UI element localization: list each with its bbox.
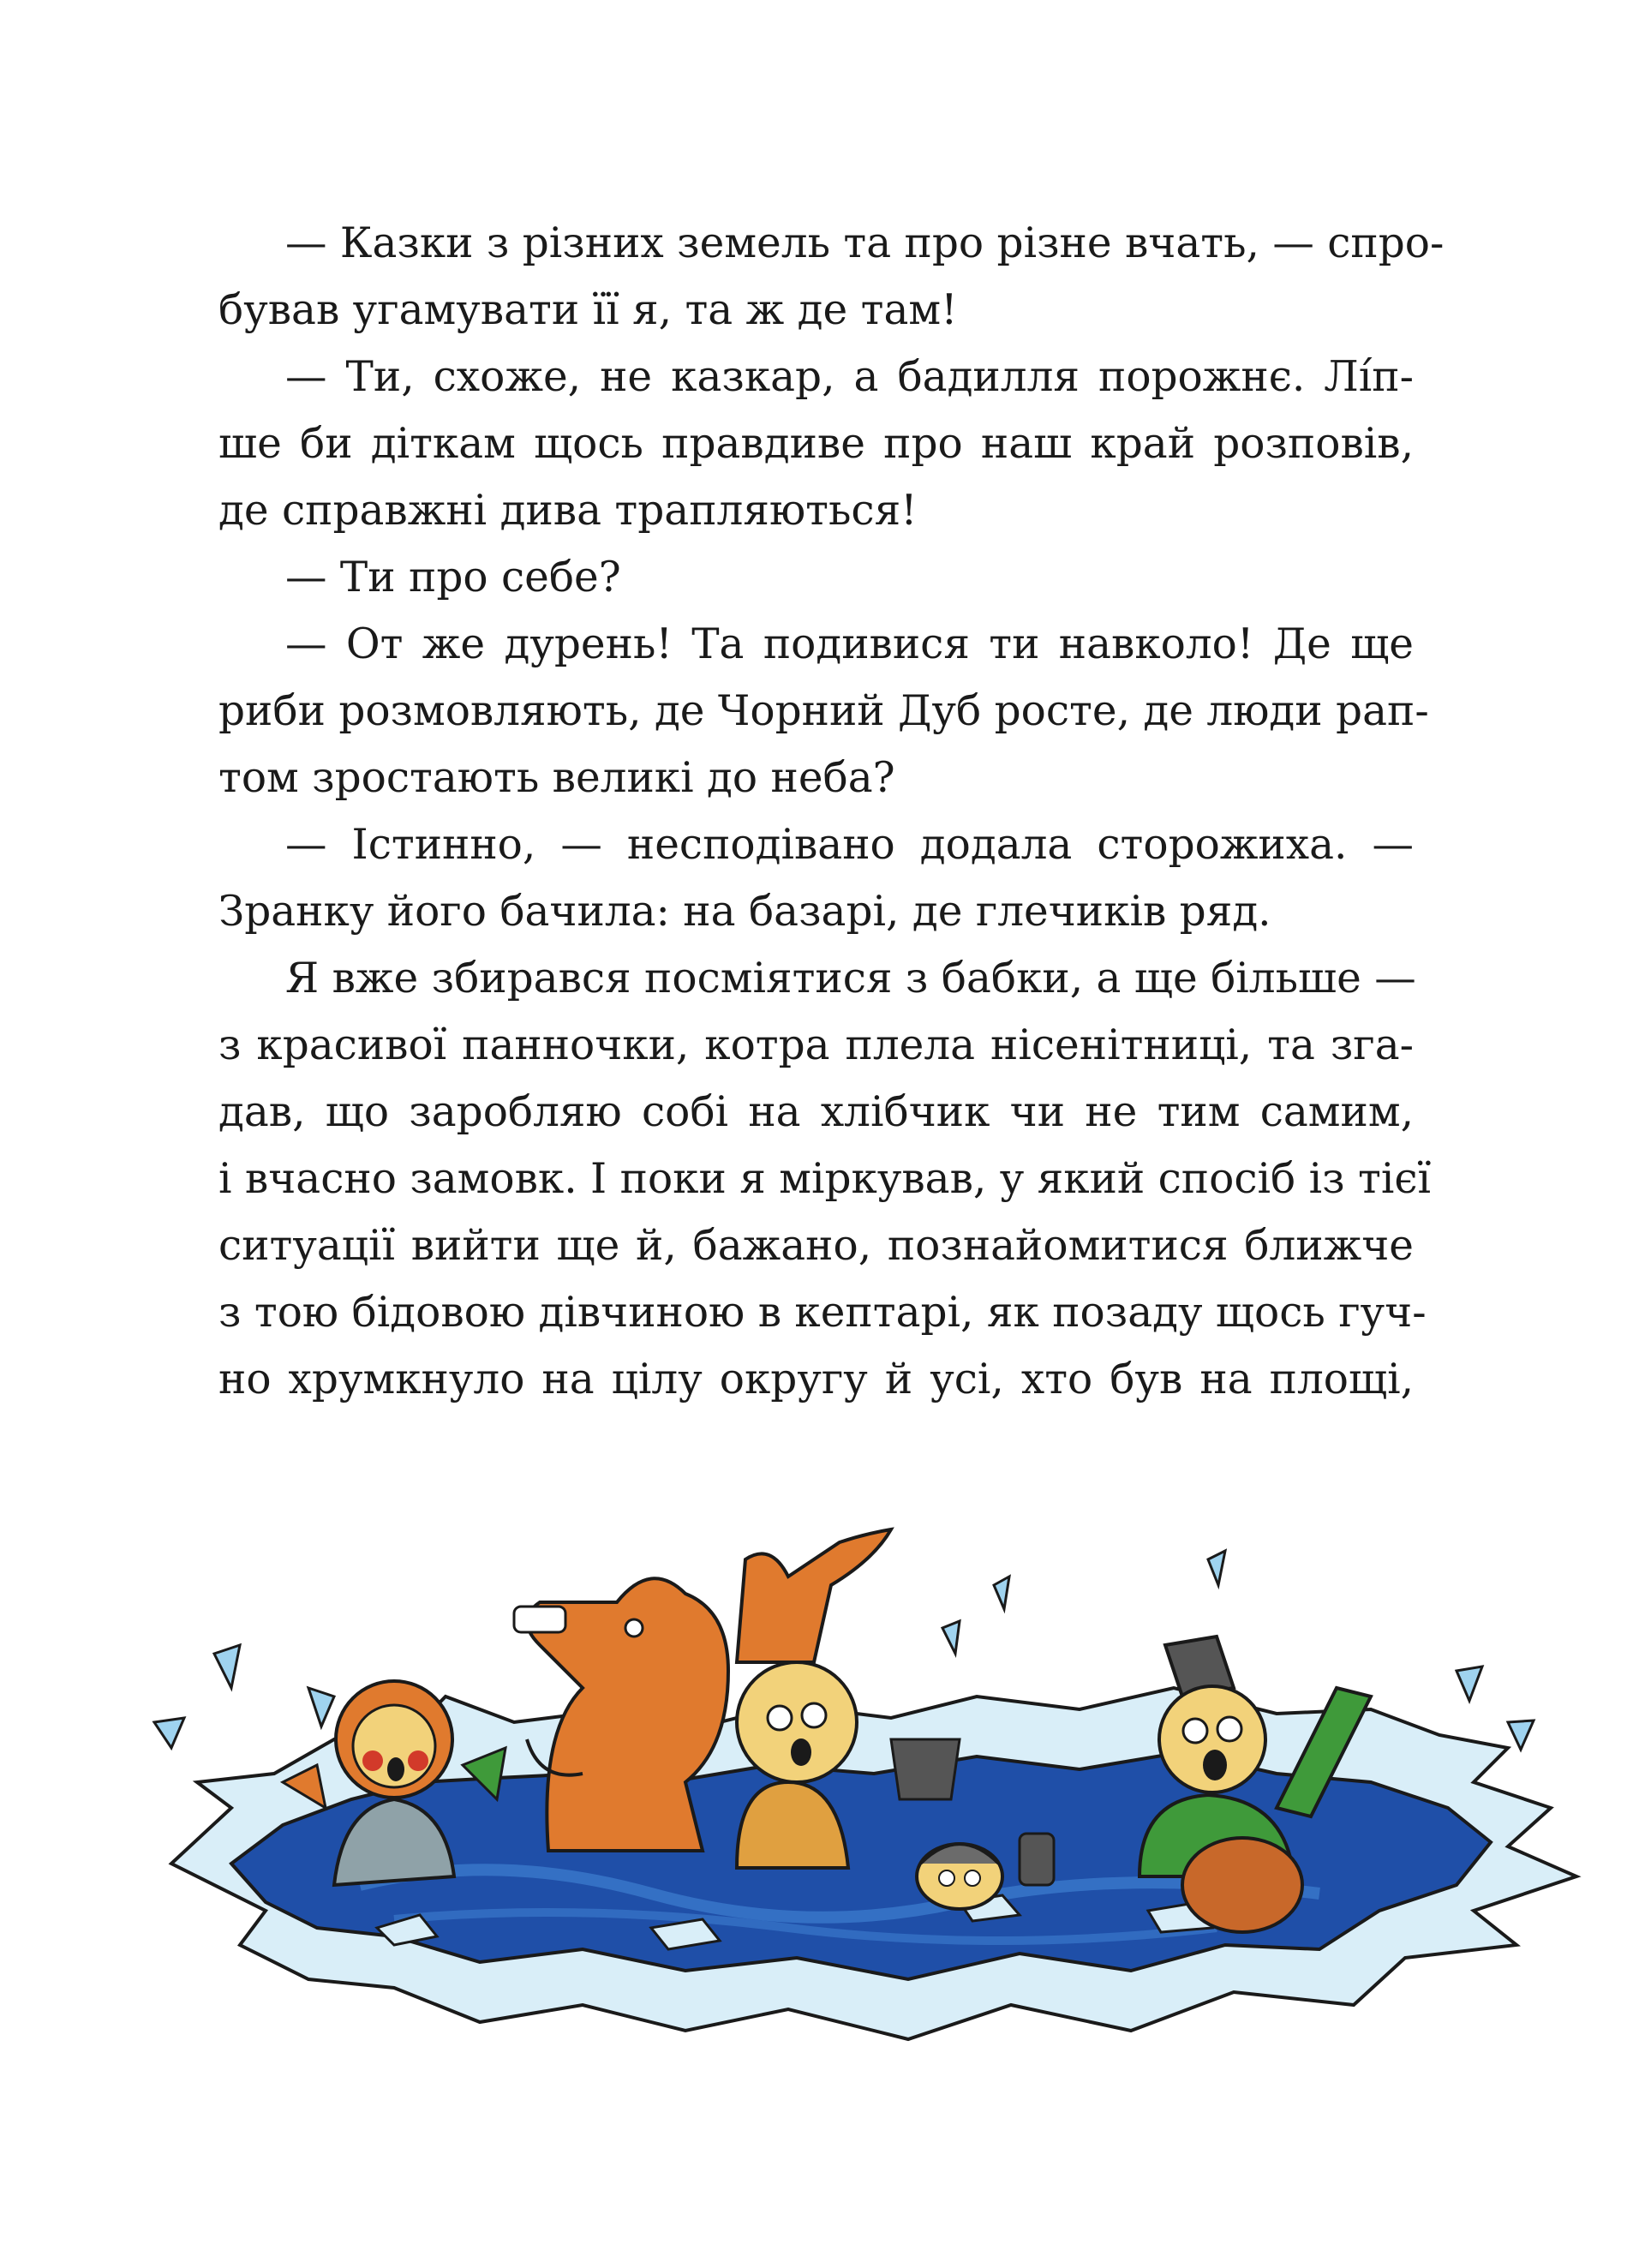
text-line: де справжні дива трапляються! [218, 487, 918, 535]
text-line: і вчасно замовк. І поки я міркував, у який спосіб із тієї [218, 1155, 1432, 1203]
text-line: Зранку його бачила: на базарі, де глечиків ряд. [218, 888, 1271, 936]
swimmer-head [917, 1844, 1002, 1909]
text-line: ситуації вийти ще й, бажано, познайомитися ближче [218, 1222, 1414, 1270]
text-line: з красивої панночки, котра плела нісенітниці, та зга- [218, 1021, 1414, 1069]
ice-hole-illustration [137, 1525, 1611, 2082]
text-line: — Ти, схоже, не казкар, а бадилля порожнє. Лíп- [285, 353, 1414, 401]
text-line: з тою бідовою дівчиною в кептарі, як позаду щось гуч- [218, 1289, 1427, 1337]
text-line: — Істинно, — несподівано додала сторожиха. — [285, 821, 1414, 869]
text-line: — Ти про себе? [285, 554, 621, 601]
text-line: том зростають великі до неба? [218, 754, 895, 802]
text-line: — Казки з різних земель та про різне вчать, — спро- [285, 219, 1445, 267]
text-line: — От же дурень! Та подивися ти навколо! Де ще [285, 620, 1414, 668]
page-text [218, 210, 1445, 1413]
text-line: дав, що заробляю собі на хлібчик чи не тим самим, [218, 1088, 1414, 1136]
text-line: Я вже збирався посміятися з бабки, а ще більше — [285, 954, 1416, 1002]
text-line: но хрумкнуло на цілу округу й усі, хто був на площі, [218, 1355, 1414, 1403]
text-line: бував угамувати її я, та ж де там! [218, 286, 958, 334]
text-line: ше би діткам щось правдиве про наш край розповів, [218, 420, 1414, 468]
text-line: риби розмовляють, де Чорний Дуб росте, де люди рап- [218, 687, 1429, 735]
